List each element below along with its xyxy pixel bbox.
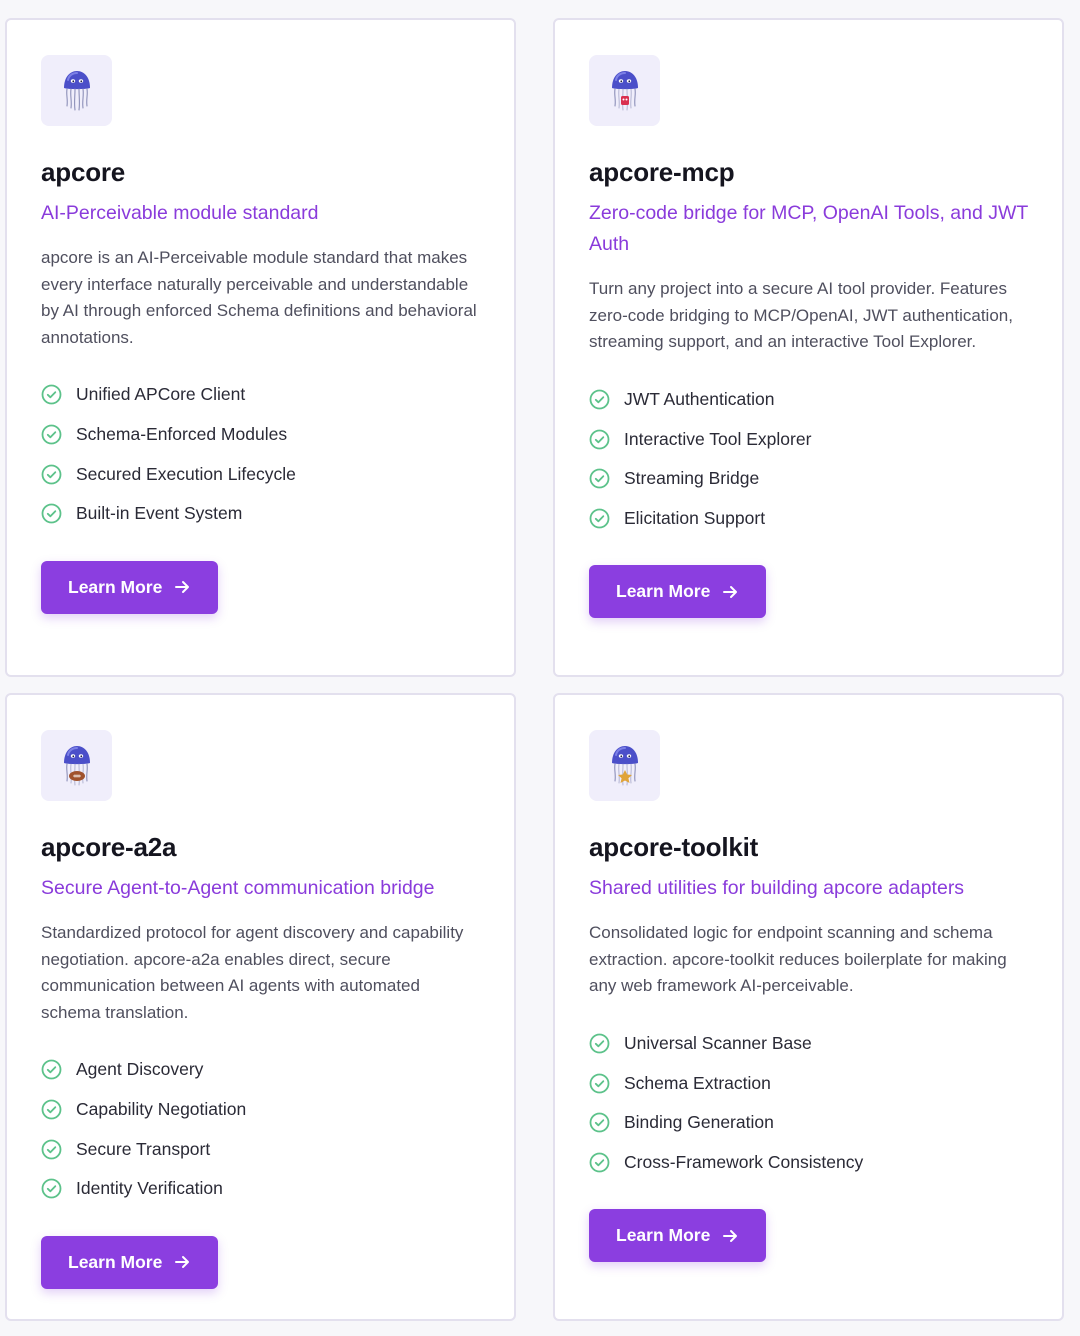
feature-label: Elicitation Support <box>624 507 766 528</box>
feature-label: Agent Discovery <box>76 1059 204 1080</box>
feature-item <box>589 1024 1028 1064</box>
logo-tile <box>589 55 660 126</box>
learn-more-label: Learn More <box>68 1251 163 1272</box>
learn-more-label: Learn More <box>616 581 711 602</box>
check-circle-icon <box>589 389 610 410</box>
feature-label: Capability Negotiation <box>76 1099 247 1120</box>
feature-item <box>41 494 480 534</box>
arrow-right-icon <box>173 578 191 596</box>
feature-item <box>41 1169 480 1209</box>
product-card-apcore-toolkit <box>553 693 1064 1321</box>
card-description: apcore is an AI-Perceivable module standard that makes every interface naturally perceivable and understandable by AI through enforced Schema definitions and behavioral annotations. <box>41 248 477 347</box>
check-circle-icon <box>589 1152 610 1173</box>
feature-list <box>589 1024 1028 1183</box>
feature-item <box>41 454 480 494</box>
card-description: Consolidated logic for endpoint scanning and schema extraction. apcore-toolkit reduces boilerplate for making any web framework AI-perceivable. <box>589 923 1007 995</box>
learn-more-button[interactable] <box>589 565 766 618</box>
feature-label: Identity Verification <box>76 1178 223 1199</box>
card-description: Turn any project into a secure AI tool provider. Features zero-code bridging to MCP/OpenAI, JWT authentication, streaming support, and an interactive Tool Explorer. <box>589 279 1013 351</box>
check-circle-icon <box>41 424 62 445</box>
feature-label: Secure Transport <box>76 1138 211 1159</box>
product-card-apcore <box>5 18 516 677</box>
learn-more-label: Learn More <box>616 1225 711 1246</box>
card-subtitle: AI-Perceivable module standard <box>41 202 319 224</box>
check-circle-icon <box>589 508 610 529</box>
feature-item <box>41 375 480 415</box>
feature-item <box>41 1129 480 1169</box>
check-circle-icon <box>589 1073 610 1094</box>
card-title: apcore <box>41 157 126 187</box>
card-title: apcore-mcp <box>589 157 735 187</box>
feature-label: Unified APCore Client <box>76 384 246 405</box>
check-circle-icon <box>41 1059 62 1080</box>
feature-label: Binding Generation <box>624 1112 774 1133</box>
learn-more-button[interactable] <box>41 561 218 614</box>
feature-item <box>589 459 1028 499</box>
card-description: Standardized protocol for agent discovery and capability negotiation. apcore-a2a enables direct, secure communication between AI agents with automated schema translation. <box>41 923 464 1022</box>
product-card-apcore-a2a <box>5 693 516 1321</box>
check-circle-icon <box>41 1099 62 1120</box>
feature-item <box>589 1103 1028 1143</box>
learn-more-button[interactable] <box>41 1236 218 1289</box>
feature-label: Cross-Framework Consistency <box>624 1151 864 1172</box>
logo-tile <box>41 730 112 801</box>
feature-label: Built-in Event System <box>76 503 243 524</box>
arrow-right-icon <box>721 583 739 601</box>
check-circle-icon <box>41 1178 62 1199</box>
feature-item <box>589 1063 1028 1103</box>
feature-item <box>589 419 1028 459</box>
learn-more-button[interactable] <box>589 1209 766 1262</box>
feature-item <box>41 415 480 455</box>
jellyfish-icon <box>60 68 94 114</box>
feature-item <box>589 380 1028 420</box>
check-circle-icon <box>589 429 610 450</box>
jellyfish-football-icon <box>60 743 94 789</box>
learn-more-label: Learn More <box>68 576 163 597</box>
arrow-right-icon <box>173 1253 191 1271</box>
feature-label: Universal Scanner Base <box>624 1032 812 1053</box>
card-subtitle: Shared utilities for building apcore adapters <box>589 877 965 899</box>
logo-tile <box>41 55 112 126</box>
feature-label: Streaming Bridge <box>624 468 760 489</box>
check-circle-icon <box>41 464 62 485</box>
check-circle-icon <box>589 468 610 489</box>
jellyfish-star-icon <box>608 743 642 789</box>
feature-label: Secured Execution Lifecycle <box>76 463 296 484</box>
feature-label: Schema Extraction <box>624 1072 771 1093</box>
feature-item <box>589 1143 1028 1183</box>
check-circle-icon <box>41 503 62 524</box>
jellyfish-robot-icon <box>608 68 642 114</box>
check-circle-icon <box>41 384 62 405</box>
feature-label: Interactive Tool Explorer <box>624 428 812 449</box>
logo-tile <box>589 730 660 801</box>
check-circle-icon <box>41 1139 62 1160</box>
feature-list <box>589 380 1028 539</box>
card-title: apcore-a2a <box>41 832 177 862</box>
card-subtitle: Secure Agent-to-Agent communication bridge <box>41 877 435 899</box>
feature-list <box>41 1050 480 1209</box>
arrow-right-icon <box>721 1227 739 1245</box>
feature-item <box>41 1050 480 1090</box>
feature-item <box>41 1090 480 1130</box>
check-circle-icon <box>589 1033 610 1054</box>
feature-list <box>41 375 480 534</box>
feature-label: JWT Authentication <box>624 388 775 409</box>
check-circle-icon <box>589 1112 610 1133</box>
feature-label: Schema-Enforced Modules <box>76 424 288 445</box>
feature-item <box>589 499 1028 539</box>
product-card-apcore-mcp <box>553 18 1064 677</box>
card-subtitle: Zero-code bridge for MCP, OpenAI Tools, and JWT Auth <box>589 202 1028 255</box>
card-title: apcore-toolkit <box>589 832 759 862</box>
